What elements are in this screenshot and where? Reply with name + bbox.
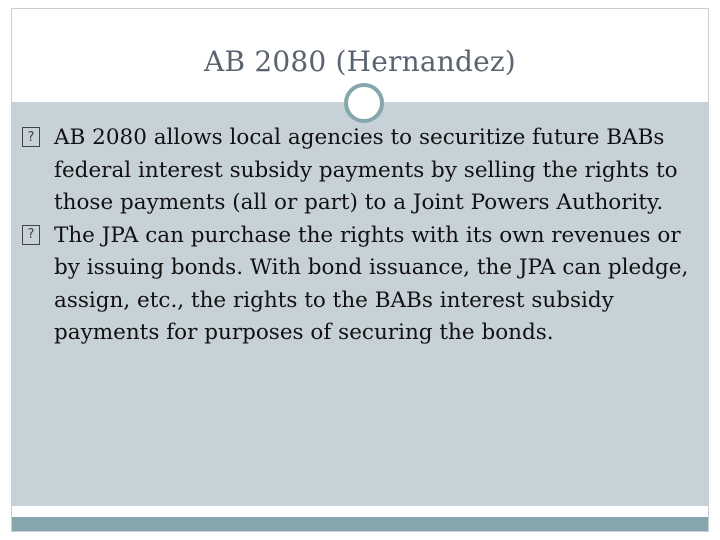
ring-icon — [344, 83, 384, 123]
bullet-item — [22, 220, 702, 350]
slide-title: AB 2080 (Hernandez) — [204, 45, 516, 78]
bullet-text: AB 2080 allows local agencies to securitize future BABs federal interest subsidy payments by selling the rights to those payments (all or part) to a Joint Powers Authority. — [54, 125, 678, 215]
bullet-text: The JPA can purchase the rights with its own revenues or by issuing bonds. With bond issuance, the JPA can pledge, assign, etc., the rights to the BABs interest subsidy payments for purposes of securing the bonds. — [54, 222, 689, 345]
bullet-list — [22, 122, 702, 350]
bottom-accent-bar — [12, 517, 708, 531]
missing-glyph-icon: ? — [22, 127, 40, 147]
ring-center — [353, 92, 375, 114]
bullet-item — [22, 122, 702, 220]
missing-glyph-icon: ? — [22, 225, 40, 245]
